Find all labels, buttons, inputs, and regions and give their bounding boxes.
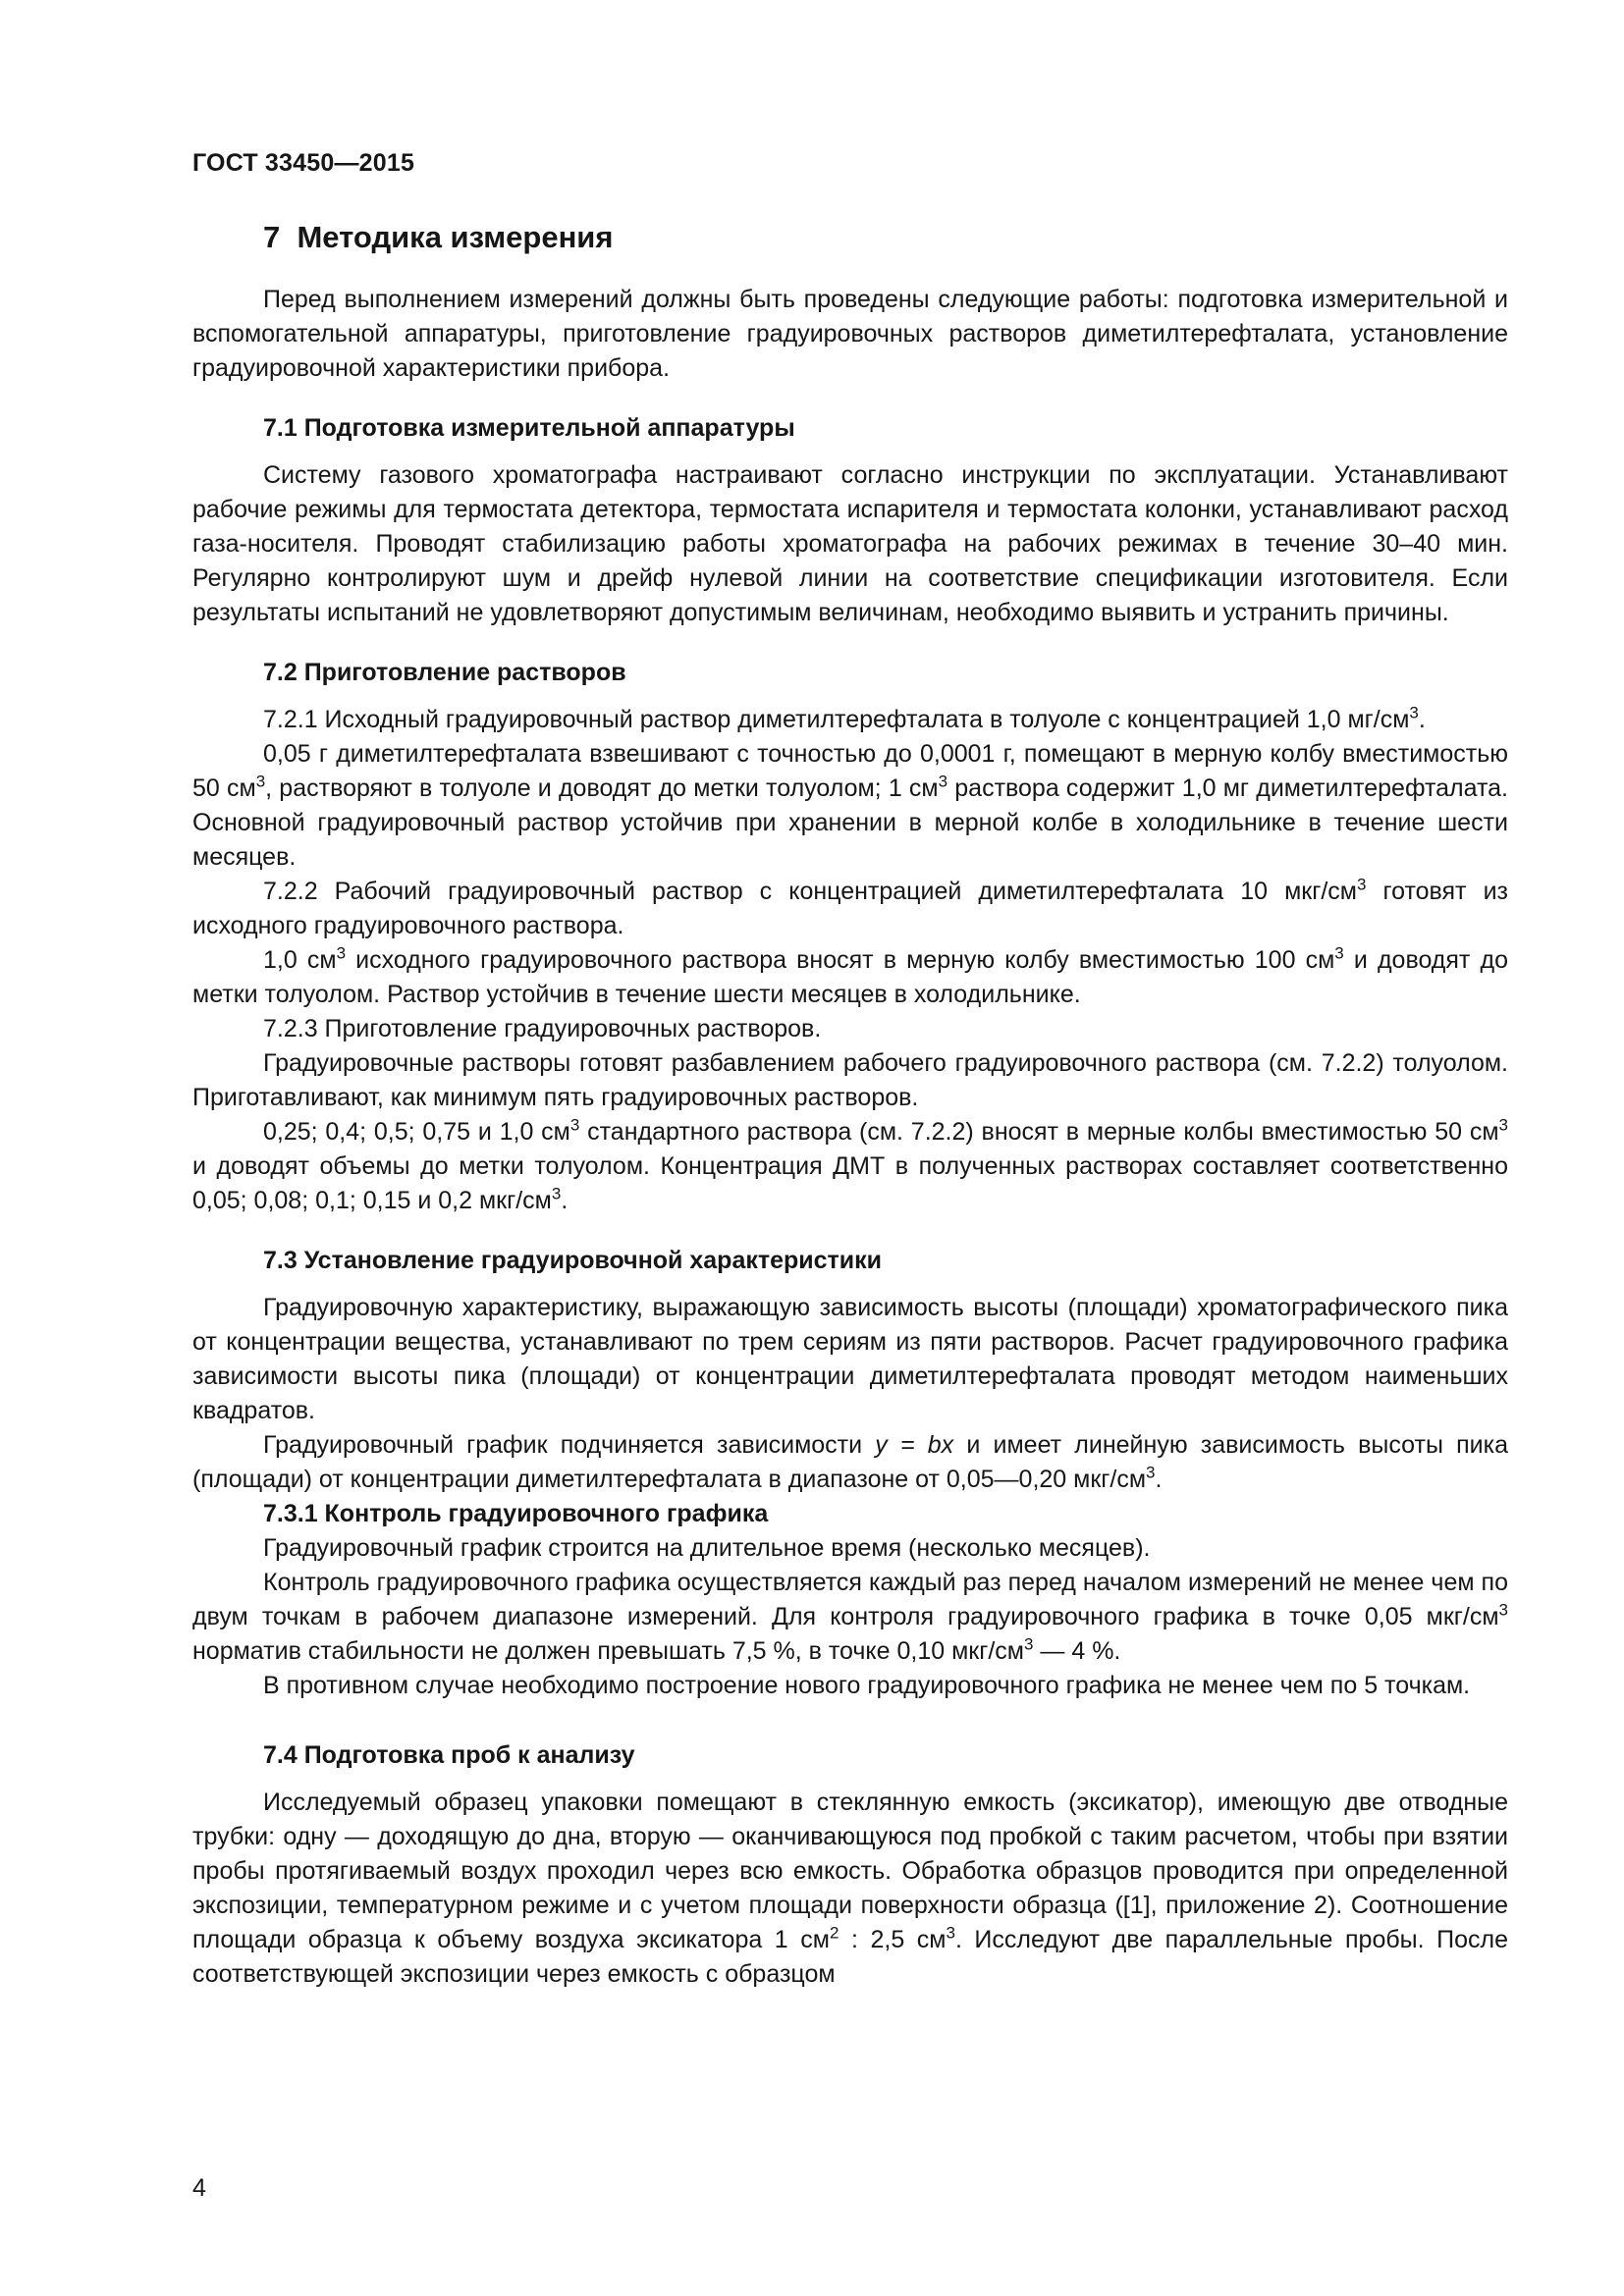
page-content	[192, 218, 1508, 1992]
subsection-7-2-title: 7.2 Приготовление растворов	[263, 659, 626, 686]
paragraph-7-3-intro: Градуировочную характеристику, выражающую зависимость высоты (площади) хроматографического пика от концентрации вещества, устанавливают по трем сериям из пяти растворов. Расчет градуировочного графика зависимости высоты пика (площади) от концентрации диметилтерефталата проводят методом наименьших квадратов.	[192, 1294, 1508, 1424]
paragraph-7-2-3: 7.2.3 Приготовление градуировочных растворов.	[263, 1015, 822, 1042]
subsection-7-3-1-title: 7.3.1 Контроль градуировочного графика	[263, 1500, 769, 1527]
document-id-header: ГОСТ 33450—2015	[192, 149, 415, 177]
page-number: 4	[192, 2174, 206, 2202]
paragraph-7-2-1-body: 0,05 г диметилтерефталата взвешивают с точностью до 0,0001 г, помещают в мерную колбу вместимостью 50 $см^3$, растворяют в толуоле и доводят до метки толуолом; 1 $см^3$ раствора содержит 1,0 мг диметилтерефталата. Основной градуировочный раствор устойчив при хранении в мерной колбе в холодильнике в течение шести месяцев.	[192, 740, 1508, 871]
section-number: 7	[263, 220, 281, 254]
section-title-text: Методика измерения	[297, 220, 614, 254]
paragraph-7-2-1: 7.2.1 Исходный градуировочный раствор диметилтерефталата в толуоле с концентрацией 1,0 $мг/см^3$.	[263, 703, 1426, 733]
section-7-title	[192, 218, 1508, 257]
subsection-7-1-paragraph: Систему газового хроматографа настраивают согласно инструкции по эксплуатации. Устанавливают рабочие режимы для термостата детектора, термостата испарителя и термостата колонки, устанавливают расход газа-носителя. Проводят стабилизацию работы хроматографа на рабочих режимах в течение 30–40 мин. Регулярно контролируют шум и дрейф нулевой линии на соответствие спецификации изготовителя. Если результаты испытаний не удовлетворяют допустимым величинам, необходимо выявить и устранить причины.	[192, 461, 1508, 626]
paragraph-7-3-formula: Градуировочный график подчиняется зависимости y = bx и имеет линейную зависимость высоты пика (площади) от концентрации диметилтерефталата в диапазоне от 0,05—0,20 мкг/$см^3$.	[192, 1431, 1508, 1493]
subsection-7-1-title: 7.1 Подготовка измерительной аппаратуры	[263, 414, 795, 442]
formula-y-bx: y = bx	[875, 1431, 954, 1459]
paragraph-7-3-1-b: Контроль градуировочного графика осуществляется каждый раз перед началом измерений не менее чем по двум точкам в рабочем диапазоне измерений. Для контроля градуировочного графика в точке 0,05 мкг/$см^3$ норматив стабильности не должен превышать 7,5 %, в точке 0,10 мкг/$см^3$ — 4 %.	[192, 1569, 1508, 1665]
subsection-7-4-title: 7.4 Подготовка проб к анализу	[263, 1741, 635, 1769]
paragraph-7-3-1-c: В противном случае необходимо построение нового градуировочного графика не менее чем по 5 точкам.	[263, 1672, 1471, 1699]
paragraph-7-2-2: 7.2.2 Рабочий градуировочный раствор с концентрацией диметилтерефталата 10 мкг/$см^3$ готовят из исходного градуировочного раствора.	[192, 875, 1508, 939]
paragraph-7-2-2-body: 1,0 $см^3$ исходного градуировочного раствора вносят в мерную колбу вместимостью 100 $см^3$ и доводят до метки толуолом. Раствор устойчив в течение шести месяцев в холодильнике.	[192, 943, 1508, 1008]
paragraph-7-2-3-volumes: 0,25; 0,4; 0,5; 0,75 и 1,0 $см^3$ стандартного раствора (см. 7.2.2) вносят в мерные колбы вместимостью 50 $см^3$ и доводят объемы до метки толуолом. Концентрация ДМТ в полученных растворах составляет соответственно 0,05; 0,08; 0,1; 0,15 и 0,2 мкг/$см^3$.	[192, 1115, 1508, 1214]
paragraph-7-2-3-body: Градуировочные растворы готовят разбавлением рабочего градуировочного раствора (см. 7.2.2) толуолом. Приготавливают, как минимум пять градуировочных растворов.	[192, 1049, 1508, 1111]
subsection-7-3-title: 7.3 Установление градуировочной характеристики	[263, 1247, 883, 1274]
paragraph-7-4: Исследуемый образец упаковки помещают в стеклянную емкость (эксикатор), имеющую две отводные трубки: одну — доходящую до дна, вторую — оканчивающуюся под пробкой с таким расчетом, чтобы при взятии пробы протягиваемый воздух проходил через всю емкость. Обработка образцов проводится при определенной экспозиции, температурном режиме и с учетом площади поверхности образца ([1], приложение 2). Соотношение площади образца к объему воздуха эксикатора 1 $см^2$ : 2,5 $см^3$. Исследуют две параллельные пробы. После соответствующей экспозиции через емкость с образцом	[192, 1789, 1509, 1988]
section-7-intro: Перед выполнением измерений должны быть проведены следующие работы: подготовка измерительной и вспомогательной аппаратуры, приготовление градуировочных растворов диметилтерефталата, установление градуировочной характеристики прибора.	[192, 286, 1508, 382]
paragraph-7-3-1-a: Градуировочный график строится на длительное время (несколько месяцев).	[263, 1534, 1151, 1562]
